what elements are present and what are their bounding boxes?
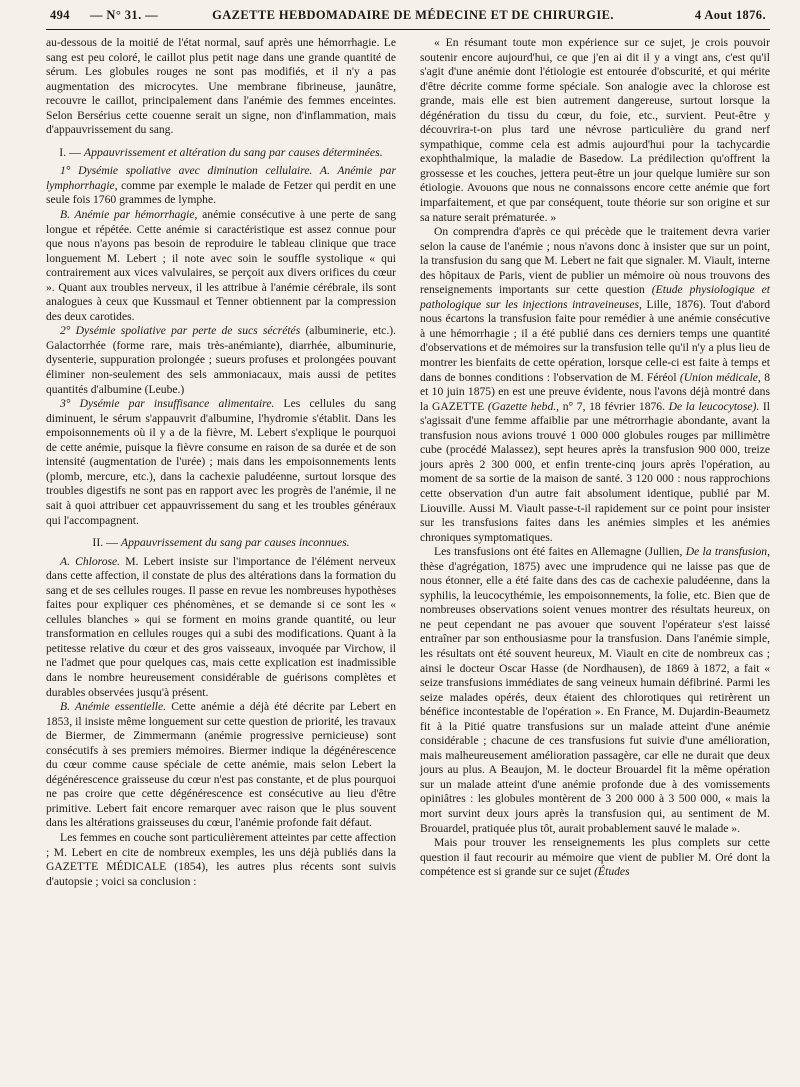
paragraph: Les femmes en couche sont particulièrement atteintes par cette affection ; M. Lebert en cite de nombreux exemples, les uns déjà publiés dans la GAZETTE MÉDICALE (1854), les autres plus récents sont suivis d'autopsie ; voici sa conclusion :: [46, 830, 396, 888]
paragraph-lead: B. Anémie essentielle.: [60, 700, 167, 714]
right-column: [420, 36, 770, 889]
citation: De la leucocytose).: [668, 399, 760, 413]
citation: (Gazette hebd.,: [487, 399, 560, 413]
citation: (Études: [594, 865, 630, 879]
paragraph-body: Il s'agissait d'une femme affaiblie par une métrorrhagie abondante, avant la transfusion nous avions trouvé 1 000 000 globules rouges par millimètre cube (procédé Malassez), sept heures après la transfusion 900 000, treize jours après 2 300 000, et enfin trente-cinq jours après l'opération, au moment de sa sortie de la maison de santé. 3 120 000 : nous rapprochions cette observation d'un autre fait absolument identique, publié par M. Liouville. Aussi M. Viault passe-t-il rapidement sur ce point pour insister sur les transfusions faites dans les anémies simples et les anémies chroniques symptomatiques.: [420, 399, 771, 544]
paragraph: [46, 208, 396, 324]
paragraph-body: On comprendra d'après ce qui précède que le traitement devra varier selon la cause de l'anémie ; nous n'avons donc à insister que sur un point, la transfusion du sang que M. Lebert ne fait que signaler. M. Viault, interne des hôpitaux de Paris, vient de publier un mémoire où nous trouvons des renseignements importants sur cette question: [420, 225, 770, 297]
section-title: Appauvrissement et altération du sang par causes déterminées.: [83, 144, 383, 159]
paragraph-lead: B. Anémie par hémorrhagie,: [60, 208, 198, 222]
paragraph: [46, 324, 396, 397]
paragraph-body: M. Lebert insiste sur l'importance de l'élément nerveux dans cette affection, il constate de plus des altérations dans la formation du sang et de ses cellules rouges. Il passe en revue les nombreuses hypothèses faites pour expliquer ces phénomènes, et se demande si ce sont les « cellules blanches » qui se forment en moins grande quantité, ou leur transformation en cellules rouges qui a subi des modifications. Quant à la petitesse relative du cœur et des gros vaisseaux, invoquée par Virchow, il ne l'admet que pour quelques cas, mais cette explication est inadmissible dans le nombre heureusement considérable de guérisons complètes et durables observées jusqu'à présent.: [46, 554, 396, 699]
paragraph-body: Les cellules du sang diminuent, le sérum s'appauvrit d'albumine, l'hydromie s'établit. Dans les empoisonnements où il y a de la fièvre, M. Lebert s'explique le pourquoi de cette anémie, puisque la fièvre consume en raison de sa durée et de son intensité (augmentation de l'urée) ; mais dans les empoisonnements lents (plomb, mercure, etc.), dans la cachexie paludéenne, surtout lorsque des troubles digestifs ne sont pas en rapport avec les progrès de l'anémie, il ne sait à quoi attribuer cet appauvrissement du sang et les troubles généraux qui l'accompagnent.: [46, 397, 397, 527]
paragraph-lead: A. Chlorose.: [60, 554, 121, 568]
citation: (Union médicale,: [679, 370, 761, 384]
paragraph-body: Cette anémie a déjà été décrite par Lebert en 1853, il insiste même longuement sur cette question de priorité, les travaux de Biermer, de Zimmermann (anémie progressive pernicieuse) sont consécutifs à ses premiers mémoires. Biermer indique la dégénérescence du cœur comme cause spéciale de cette anémie, mais selon Lebert la dégénérescence graisseuse du cœur n'est pas constante, et de plus pourquoi ne pas croire que cette dégénérescence est consécutive au lieu d'être primitive. Lebert fait encore remarquer avec raison que le plus souvent dans les altérations graisseuses du cœur, l'anémie profonde fait défaut.: [46, 700, 396, 830]
section-heading: [46, 535, 396, 550]
text-columns: [46, 36, 770, 889]
paragraph-body: Mais pour trouver les renseignements les plus complets sur cette question il faut recourir au mémoire que vient de publier M. Oré dont la compétence est si grande sur ce sujet: [420, 836, 770, 879]
paragraph-body: Lille, 1876). Tout d'abord nous écartons la transfusion faite pour remédier à une anémie consécutive à une hémorrhagie ; il a été publié dans ces derniers temps une quantité d'observations et de mémoires sur la transfusion telle qu'il n'y a plus lieu de montrer les bienfaits de cette opération, lorsque celle-ci est faite à temps et dans de bonnes conditions : l'observation de M. Féréol: [420, 297, 770, 384]
citation: (Etude physiologique et pathologique sur les injections intraveineuses,: [420, 283, 770, 311]
section-number: II. —: [92, 535, 121, 550]
paragraph: [420, 836, 770, 880]
paragraph-lead: 3° Dysémie par insuffisance alimentaire.: [60, 397, 275, 411]
page-number: 494: [50, 8, 70, 22]
quotation: « En résumant toute mon expérience sur ce sujet, je crois pouvoir soutenir encore aujourd'hui, ce que j'en ai dit il y a vingt ans, c'est qu'il s'agit d'une anémie dont l'étiologie est entourée d'obscurité, et qui mérite d'être décrite comme forme spéciale. Son analogie avec la chlorose est grande, mais elle est bien autrement dangereuse, surtout lorsque la dégénération du tissu du cœur, du foie, etc., survient. Peut-être y découvrira-t-on plus tard une névrose particulière du grand nerf sympathique, comme cela est admis aujourd'hui pour la tachycardie exophthalmique, la maladie de Basedow. La prédilection qu'offrent la grossesse et les couches, jettera peut-être un jour quelque lumière sur son étiologie. Avouons que nous ne connaissons encore cette anémie que fort imparfaitement, et que par conséquent, toute théorie sur son origine et sur sa nature serait prématurée. »: [420, 36, 770, 224]
section-title: Appauvrissement du sang par causes inconnues.: [120, 535, 350, 550]
left-column: [46, 36, 396, 889]
paragraph-body: comme par exemple le malade de Fetzer qui perdit en une seule fois 1760 grammes de lymphe.: [46, 178, 396, 207]
page-header: [46, 4, 770, 30]
paragraph-body: Les transfusions ont été faites en Allemagne (Jullien,: [434, 545, 686, 559]
section-number: I. —: [59, 144, 84, 159]
paragraph: [46, 397, 396, 528]
paragraph-body: 8 et 10 juin 1875) en est une preuve évidente, nous l'avons déjà montré dans la GAZETTE: [420, 370, 770, 413]
section-heading: [46, 145, 396, 160]
paragraph: [46, 164, 396, 208]
paragraph: [420, 545, 770, 836]
paragraph-body: anémie consécutive à une perte de sang longue et répétée. Cette anémie si caractéristique est assez connue pour que nous n'ayons pas besoin de reproduire le tableau clinique que trace longuement M. Lebert ; il note avec soin le souffle systolique « qui contrairement aux vices valvulaires, se perçoit aux divers orifices du cœur ». Quant aux troubles nerveux, il les attribue à l'anémie cérébrale, ils sont analogues à ceux que Kussmaul et Tenner obtiennent par la compression des deux carotides.: [46, 208, 396, 323]
issue-number: — N° 31. —: [90, 8, 159, 22]
issue-date: 4 Aout 1876.: [694, 8, 766, 22]
paragraph: [420, 225, 770, 545]
journal-title: GAZETTE HEBDOMADAIRE DE MÉDECINE ET DE CHIRURGIE.: [212, 8, 614, 22]
paragraph-body: (albuminerie, etc.). Galactorrhée (forme rare, mais très-anémiante), diarrhée, albuminurie, dysenterie, suppuration prolongée ; sueurs profuses et prolongées pouvant éliminer non-seulement des sels ammoniacaux, mais aussi de petites quantités d'albumine (Leube.): [46, 324, 396, 396]
paragraph: [46, 700, 396, 831]
paragraph: [46, 555, 396, 700]
paragraph-lead: 1° Dysémie spoliative avec diminution cellulaire. A. Anémie par lymphorrhagie,: [46, 164, 396, 192]
paragraph-body: n° 7, 18 février 1876.: [559, 399, 669, 413]
paragraph-lead: 2° Dysémie spoliative par perte de sucs sécrétés: [60, 324, 301, 338]
paragraph: au-dessous de la moitié de l'état normal, sauf après une hémorrhagie. Le sang est peu coloré, le caillot plus petit nage dans une grande quantité de sérum. Les globules rouges ne sont pas modifiés, et il n'y a pas augmentation des microcytes. Une membrane fibrineuse, jaunâtre, recouvre le caillot, principalement dans l'anémie des femmes enceintes. Selon Bersérius cette couenne serait un signe, non d'inflammation, mais d'appauvrissement du sang.: [46, 36, 396, 137]
citation: De la transfusion,: [685, 545, 770, 559]
paragraph-body: thèse d'agrégation, 1875) avec une imprudence qui ne laisse pas que de nous étonner, elle a été faite dans des cas de cachexie paludéenne, dans la syphilis, la leucocythémie, les empoisonnements, la folie, etc. Bien que de nombreuses observations soient venues montrer des résultats heureux, on ne peut cependant ne pas avouer que souvent l'opérateur s'est laissé entraîner par son enthousiasme pour la transfusion. Dans l'anémie simple, les résultats ont été souvent heureux, M. Viault en cite de nombreux cas ; ainsi le docteur Oscar Hasse (de Nordhausen), de 1869 à 1872, a fait « seize transfusions immédiates de sang veineux humain défibriné. Parmi les seize malades opérés, deux étaient des chlorotiques qui retirèrent un bénéfice incontestable de l'opération ». En France, M. Dujardin-Beaumetz fit à la Pitié quatre transfusions sur un malade atteint d'une anémie considérable ; chacune de ces transfusions fut suivie d'une amélioration, mais malheureusement amélioration passagère, car elle ne durait que deux jours au plus. A Beaujon, M. le docteur Brouardel fit la même opération sur un malade atteint d'une anémie profonde due à des vomissements opiniâtres : les globules montèrent de 3 200 000 à 3 500 000, « mais la mort survint deux jours après la transfusion qui, au sentiment de M. Brouardel, pratiquée plus tôt, aurait probablement sauvé le malade ».: [420, 559, 770, 835]
